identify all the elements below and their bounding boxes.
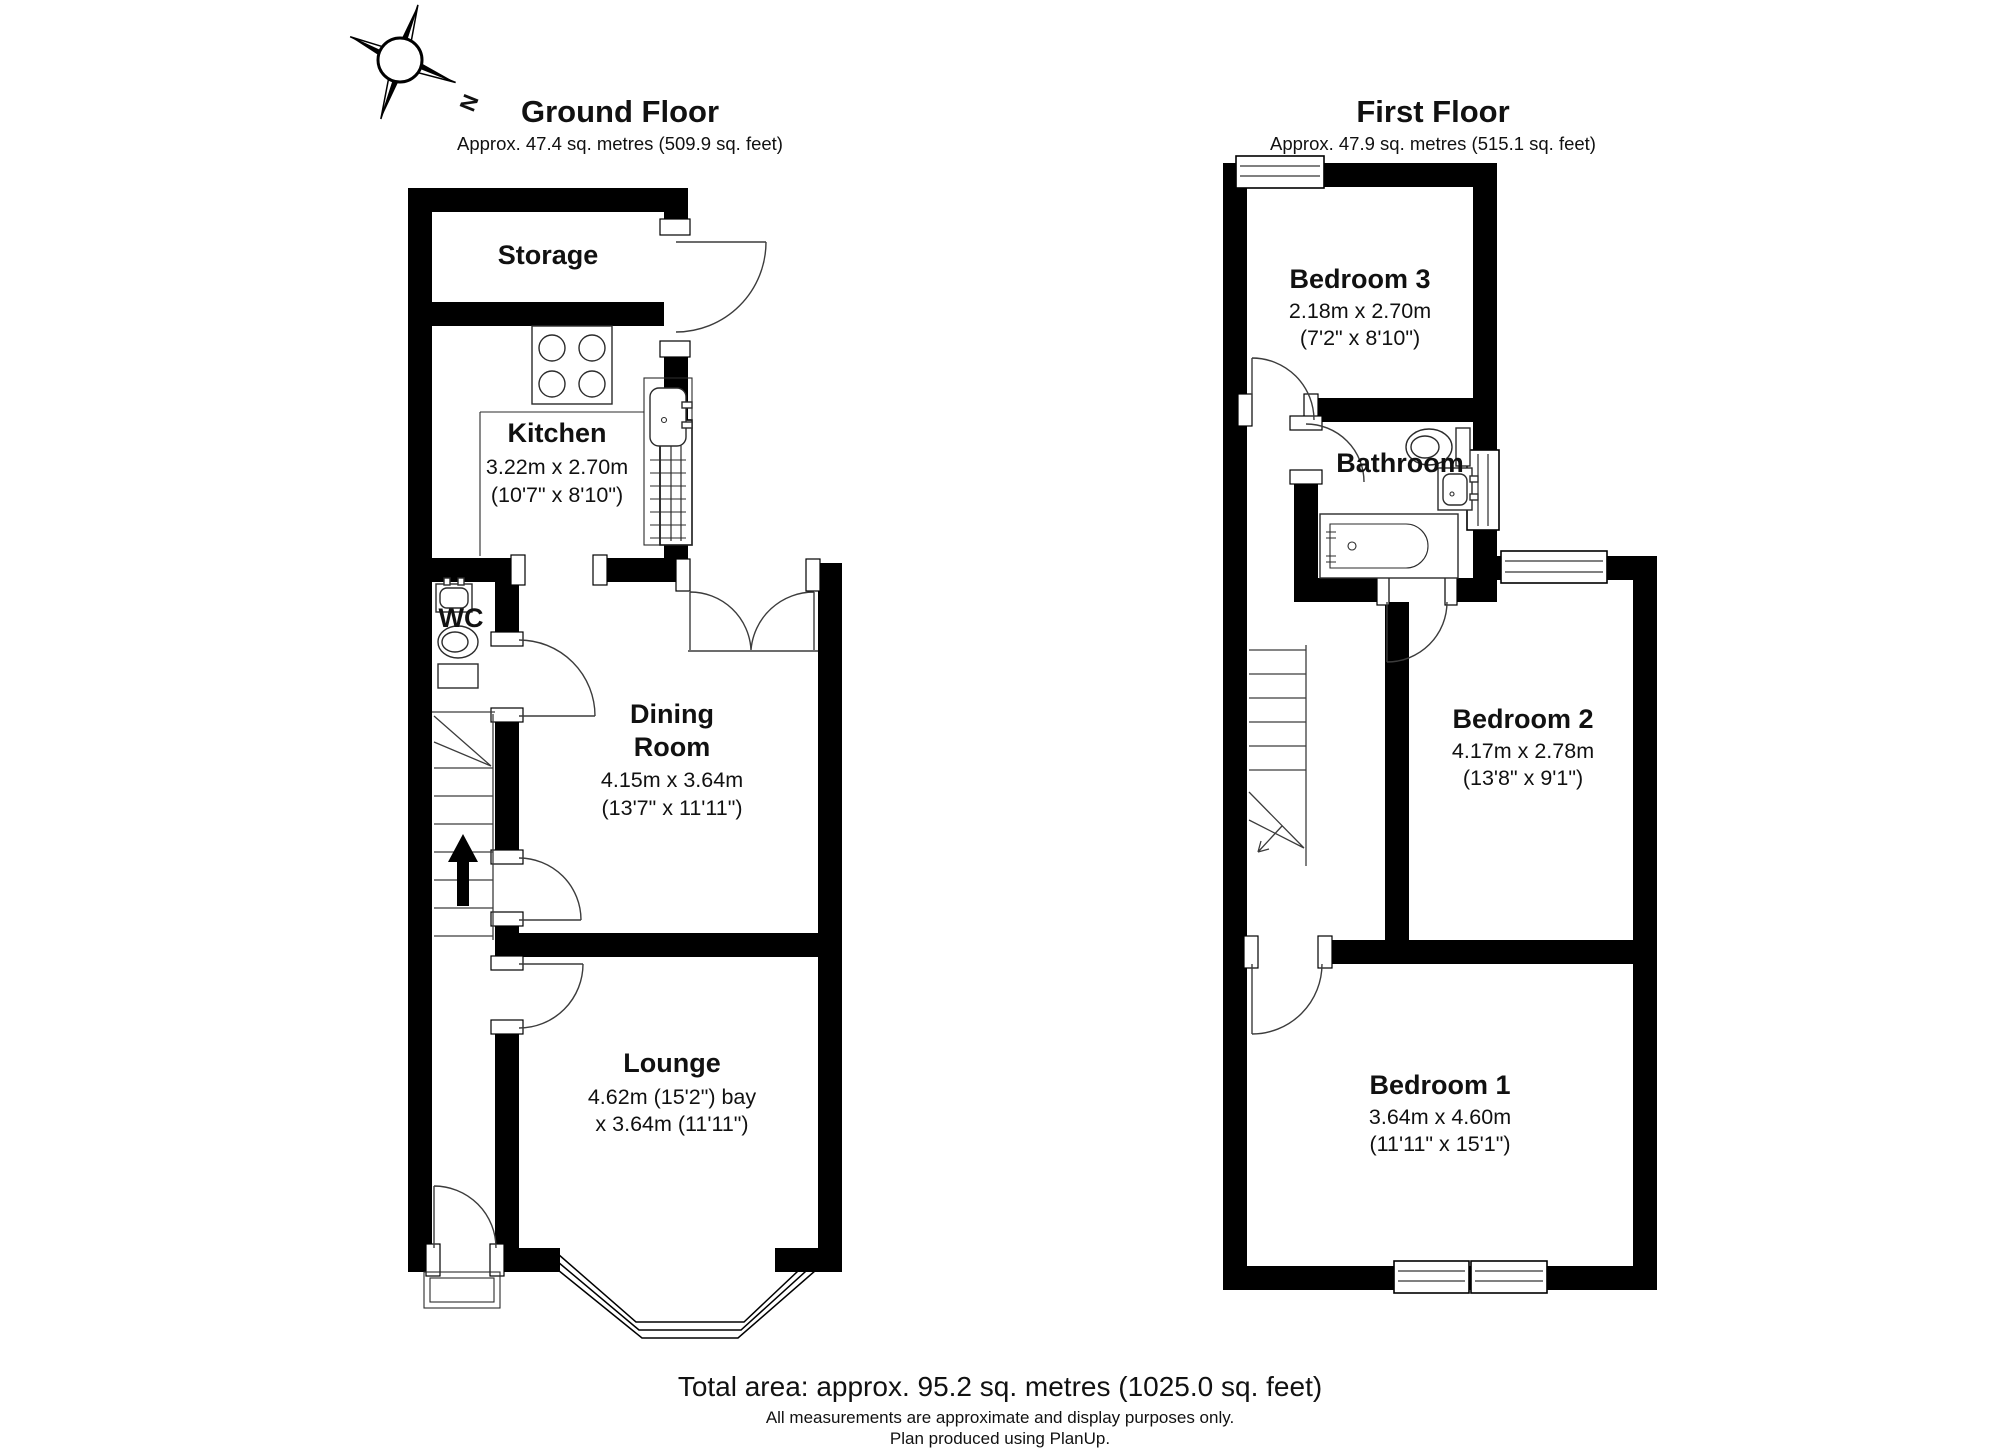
wc-toilet-icon	[438, 626, 478, 688]
room-label-bedroom2	[1452, 704, 1594, 790]
room-label-storage	[498, 240, 599, 270]
svg-text:Lounge: Lounge	[623, 1048, 721, 1078]
bedroom1-window-left	[1394, 1261, 1469, 1293]
svg-text:2.18m x 2.70m: 2.18m x 2.70m	[1288, 299, 1432, 323]
first-floor-subtitle: Approx. 47.9 sq. metres (515.1 sq. feet)	[1270, 133, 1596, 154]
footer-disclaimer: All measurements are approximate and display purposes only.	[765, 1408, 1235, 1427]
svg-text:4.62m (15'2") bay: 4.62m (15'2") bay	[587, 1085, 757, 1109]
svg-text:Bathroom: Bathroom	[1336, 448, 1464, 478]
svg-text:Dining: Dining	[630, 699, 714, 729]
svg-text:Bedroom 1: Bedroom 1	[1369, 1070, 1511, 1100]
room-label-bedroom3	[1289, 264, 1431, 350]
room-label-bedroom1	[1369, 1070, 1511, 1156]
room-label-bathroom	[1336, 448, 1464, 478]
svg-text:(11'11" x 15'1"): (11'11" x 15'1")	[1369, 1132, 1511, 1156]
footer	[678, 1371, 1322, 1448]
svg-text:4.15m x 3.64m: 4.15m x 3.64m	[600, 768, 744, 792]
ground-floor-walls	[408, 188, 842, 1272]
dining-door-arc	[519, 858, 581, 920]
room-label-lounge	[588, 1048, 757, 1136]
svg-text:Room: Room	[633, 732, 711, 762]
bedroom2-window	[1501, 551, 1607, 583]
first-floor-door-jambs	[1238, 394, 1457, 968]
bedroom1-window-right	[1471, 1261, 1547, 1293]
footer-total-area: Total area: approx. 95.2 sq. metres (1025.0 sq. feet)	[677, 1371, 1323, 1402]
bedroom3-window	[1236, 156, 1324, 188]
stove-icon	[532, 326, 612, 404]
compass-north-label: N	[454, 90, 484, 115]
svg-text:(13'7" x 11'11"): (13'7" x 11'11")	[601, 796, 743, 820]
svg-text:(10'7" x 8'10"): (10'7" x 8'10")	[490, 483, 624, 507]
porch-step	[424, 1272, 500, 1308]
first-floor-plan	[1223, 156, 1657, 1293]
compass-icon	[347, 2, 484, 121]
svg-text:(13'8" x 9'1"): (13'8" x 9'1")	[1462, 766, 1584, 790]
ground-floor-title: Ground Floor	[520, 94, 720, 129]
first-floor-staircase	[1249, 645, 1306, 866]
svg-text:WC: WC	[438, 603, 484, 633]
svg-text:3.22m x 2.70m: 3.22m x 2.70m	[485, 455, 629, 479]
staircase	[432, 712, 495, 940]
storage-door-arc	[676, 242, 766, 332]
stairs-up-arrow-icon	[448, 834, 478, 906]
lounge-door-arc	[519, 964, 583, 1028]
wc-door-arc	[519, 640, 595, 716]
ground-floor-plan	[408, 188, 842, 1338]
room-label-wc	[439, 603, 484, 633]
french-doors-arc	[688, 592, 818, 651]
svg-text:Storage: Storage	[497, 240, 599, 270]
svg-text:4.17m x 2.78m: 4.17m x 2.78m	[1451, 739, 1595, 763]
svg-text:Bedroom 2: Bedroom 2	[1452, 704, 1594, 734]
room-label-dining	[601, 699, 743, 820]
first-floor-title: First Floor	[1356, 94, 1510, 129]
svg-text:(7'2" x 8'10"): (7'2" x 8'10")	[1299, 326, 1421, 350]
footer-credit: Plan produced using PlanUp.	[889, 1429, 1111, 1448]
svg-text:Bedroom 3: Bedroom 3	[1289, 264, 1431, 294]
bathtub-icon	[1320, 514, 1458, 578]
bedroom1-door-arc	[1252, 964, 1322, 1034]
svg-text:3.64m x 4.60m: 3.64m x 4.60m	[1368, 1105, 1512, 1129]
ground-floor-subtitle: Approx. 47.4 sq. metres (509.9 sq. feet)	[457, 133, 783, 154]
front-door-arc	[434, 1186, 496, 1248]
svg-text:Kitchen: Kitchen	[507, 418, 607, 448]
svg-text:x 3.64m (11'11"): x 3.64m (11'11")	[595, 1112, 749, 1136]
room-label-kitchen	[486, 418, 628, 507]
